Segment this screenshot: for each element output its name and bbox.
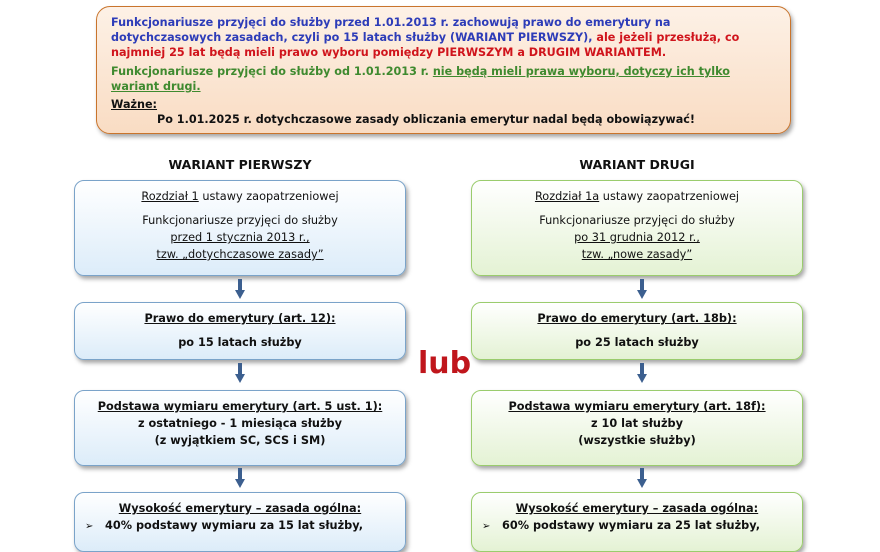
info-important-text: Po 1.01.2025 r. dotychczasowe zasady obliczania emerytur nadal będą obowiązywać! (157, 113, 696, 126)
arrowhead-bullet-icon: ➢ (85, 521, 94, 532)
right-box-amount (471, 492, 803, 552)
right-chapter-ref: Rozdział 1a (534, 190, 600, 203)
right-heading: WARIANT DRUGI (579, 157, 695, 172)
right-amount-item-text: 60% podstawy wymiaru za 25 lat służby, (502, 519, 761, 532)
info-text-red: ale jeżeli przesłużą, co najmniej 25 lat będą mieli prawo wyboru pomiędzy PIERWSZYM a DRUGIM WARIANTEM. (111, 31, 740, 59)
right-chapter-line4: tzw. „nowe zasady” (581, 248, 693, 261)
right-basis-line3: (wszystkie służby) (578, 434, 696, 447)
left-basis-line2: z ostatniego - 1 miesiąca służby (138, 417, 342, 430)
right-chapter-rest: ustawy zaopatrzeniowej (599, 190, 740, 203)
left-chapter-line3: przed 1 stycznia 2013 r., (170, 231, 310, 244)
right-right-value: po 25 latach służby (575, 336, 699, 349)
down-arrow-icon (235, 468, 245, 488)
down-arrow-icon (637, 279, 647, 299)
left-box-right-to-pension (74, 302, 406, 360)
right-amount-item (472, 517, 802, 535)
left-amount-item (75, 517, 405, 535)
left-box-chapter (74, 180, 406, 276)
left-box-basis (74, 390, 406, 466)
arrowhead-bullet-icon: ➢ (482, 521, 491, 532)
right-chapter-line (472, 188, 802, 205)
left-amount-title: Wysokość emerytury – zasada ogólna: (118, 502, 362, 515)
left-right-title: Prawo do emerytury (art. 12): (144, 312, 336, 325)
down-arrow-icon (235, 363, 245, 383)
left-amount-item-text: 40% podstawy wymiaru za 15 lat służby, (105, 519, 364, 532)
left-basis-line3: (z wyjątkiem SC, SCS i SM) (154, 434, 326, 447)
right-box-chapter (471, 180, 803, 276)
left-box-amount (74, 492, 406, 552)
right-basis-line2: z 10 lat służby (591, 417, 683, 430)
right-basis-title: Podstawa wymiaru emerytury (art. 18f): (508, 400, 766, 413)
info-important-label: Ważne: (111, 98, 158, 111)
info-paragraph-1 (111, 15, 778, 60)
info-text-green: Funkcjonariusze przyjęci do służby od 1.01.2013 r. (111, 65, 433, 78)
left-chapter-rest: ustawy zaopatrzeniowej (198, 190, 339, 203)
left-chapter-line4: tzw. „dotychczasowe zasady” (156, 248, 324, 261)
left-heading: WARIANT PIERWSZY (168, 157, 312, 172)
info-text-green-underlined: nie będą mieli prawa wyboru, dotyczy ich tylko wariant drugi. (111, 65, 730, 93)
info-text-blue: Funkcjonariusze przyjęci do służby przed 1.01.2013 r. zachowują prawo do emerytury na dotychczasowych zasadach, czyli po 15 latach służby (WARIANT PIERWSZY), (111, 16, 671, 44)
right-right-title: Prawo do emerytury (art. 18b): (537, 312, 737, 325)
down-arrow-icon (637, 468, 647, 488)
right-box-right-to-pension (471, 302, 803, 360)
right-chapter-line3: po 31 grudnia 2012 r., (574, 231, 700, 244)
info-paragraph-2 (111, 64, 778, 94)
down-arrow-icon (235, 279, 245, 299)
left-chapter-ref: Rozdział 1 (141, 190, 199, 203)
left-chapter-line2: Funkcjonariusze przyjęci do służby (142, 214, 338, 227)
info-box (96, 6, 791, 134)
right-amount-title: Wysokość emerytury – zasada ogólna: (515, 502, 759, 515)
or-label: lub (418, 346, 472, 381)
left-chapter-line (75, 188, 405, 205)
right-chapter-line2: Funkcjonariusze przyjęci do służby (539, 214, 735, 227)
right-box-basis (471, 390, 803, 466)
down-arrow-icon (637, 363, 647, 383)
left-right-value: po 15 latach służby (178, 336, 302, 349)
left-basis-title: Podstawa wymiaru emerytury (art. 5 ust. 1): (97, 400, 383, 413)
